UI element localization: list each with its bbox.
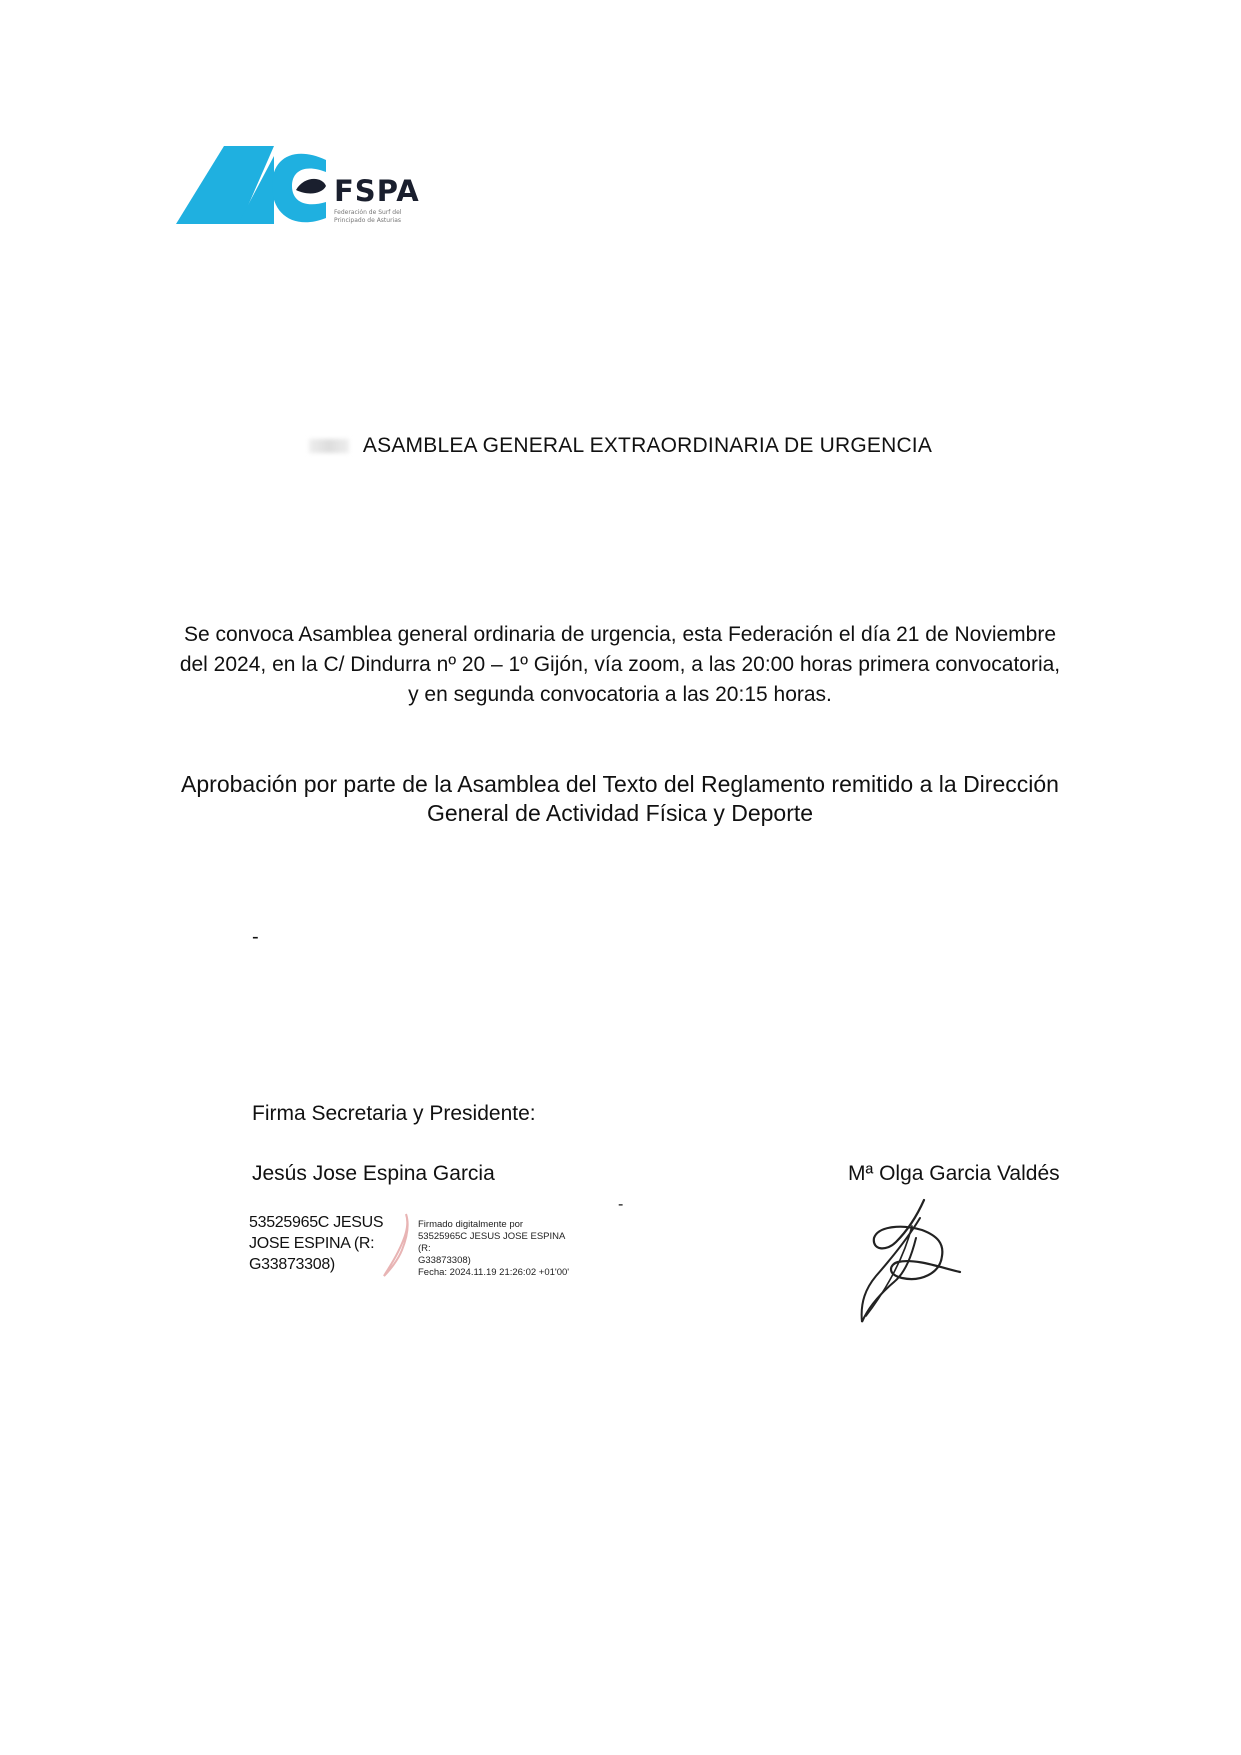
agenda-item xyxy=(170,770,1070,828)
logo-text: FSPA xyxy=(334,174,420,208)
redacted-mark xyxy=(309,439,349,453)
paragraph-line: del 2024, en la C/ Dindurra nº 20 – 1º Gijón, vía zoom, a las 20:00 horas primera convocatoria, xyxy=(179,653,1061,676)
handwritten-signature xyxy=(846,1198,962,1324)
secretary-name: Jesús Jose Espina Garcia xyxy=(252,1162,495,1185)
list-dash: - xyxy=(252,926,259,948)
agenda-line: General de Actividad Física y Deporte xyxy=(426,800,814,826)
agenda-line: Aprobación por parte de la Asamblea del Texto del Reglamento remitido a la Dirección xyxy=(181,771,1059,797)
paragraph-line: y en segunda convocatoria a las 20:15 horas. xyxy=(408,683,832,706)
president-name: Mª Olga Garcia Valdés xyxy=(848,1162,1060,1185)
signature-dash: - xyxy=(618,1196,624,1213)
document-title: ASAMBLEA GENERAL EXTRAORDINARIA DE URGENCIA xyxy=(0,434,1241,458)
logo-subtitle: Federación de Surf del Principado de Asturias xyxy=(334,209,402,224)
certificate-holder: 53525965C JESUS JOSE ESPINA (R: G33873308) xyxy=(249,1214,384,1273)
digital-signature-icon xyxy=(380,1210,416,1280)
signature-heading: Firma Secretaria y Presidente: xyxy=(252,1102,536,1125)
certificate-info: Firmado digitalmente por 53525965C JESUS JOSE ESPINA (R: G33873308) Fecha: 2024.11.19 21:26:02 +01'00' xyxy=(418,1219,570,1278)
convocation-paragraph xyxy=(170,620,1070,710)
paragraph-line: Se convoca Asamblea general ordinaria de urgencia, esta Federación el día 21 de Noviembre xyxy=(183,623,1057,646)
